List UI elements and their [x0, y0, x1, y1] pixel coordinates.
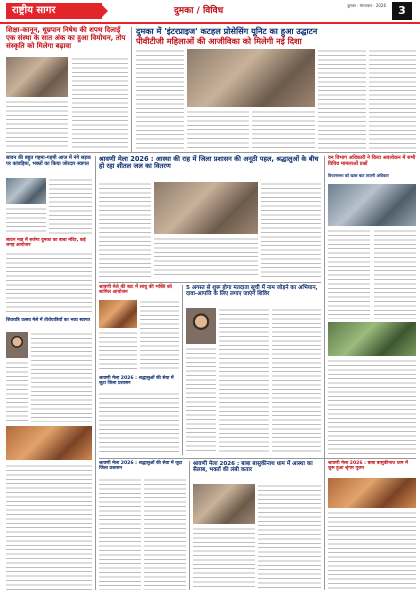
lead-body-3 — [252, 110, 315, 150]
bottom-rule — [99, 458, 416, 459]
left-fourth-body-2 — [6, 361, 28, 422]
mela-body-3 — [261, 182, 321, 278]
page-number: 3 — [392, 2, 412, 20]
brand-label: राष्ट्रीय सागर — [6, 3, 102, 19]
top-left-body — [6, 100, 68, 150]
right-mid-body — [328, 359, 416, 454]
lead-headline: दुमका में 'इंटरप्राइज' कटहल प्रोसेसिंग यूनिट का हुआ उद्घाटन — [136, 26, 318, 36]
bottom-mid-body-1 — [258, 484, 321, 590]
middle-rule — [99, 282, 321, 283]
left-fourth-portrait — [6, 332, 28, 358]
election-body-2 — [272, 308, 321, 454]
left-second-headline: सावन की बहुत गहमा-गहमी आज में नंगे सड़क पर कांवड़िया, भक्तों का किया जोरदार स्वागत — [6, 155, 91, 167]
brand-arrow — [100, 3, 108, 19]
left-bottom-photo — [6, 426, 92, 460]
middle-third-headline: श्रावणी मेला 2026 : श्रद्धालुओं की सेवा में जुटा जिला प्रशासन — [99, 376, 174, 387]
left-fourth-headline: शिवरात्रि उत्सव मेले में तीर्थयात्रियों का भव्य स्वागत — [6, 318, 91, 323]
column-rule-4 — [182, 285, 183, 455]
lead-body-4 — [318, 49, 366, 150]
bottom-left-headline: श्रावणी मेला 2026 : श्रद्धालुओं की सेवा में जुटा जिला प्रशासन — [99, 461, 183, 472]
middle-third-body — [99, 392, 179, 454]
bottom-right-headline: श्रावणी मेला 2026 : बाबा बासुकीनाथ धाम में शुरू हुआ श्रृंगार पूजन — [328, 461, 408, 472]
bottom-right-body — [328, 511, 416, 590]
left-bottom-body — [6, 464, 92, 590]
middle-second-photo — [99, 300, 137, 328]
left-second-body-2 — [6, 207, 46, 234]
masthead-rule — [0, 22, 420, 24]
section-rule — [6, 152, 416, 153]
top-left-photo — [6, 57, 68, 97]
column-rule-2 — [95, 156, 96, 590]
middle-second-body — [140, 300, 179, 372]
mela-photo — [154, 182, 258, 234]
election-portrait — [186, 308, 216, 344]
election-body-3 — [186, 347, 216, 454]
column-rule-3 — [324, 156, 325, 590]
bottom-mid-body-2 — [193, 527, 255, 590]
right-top-photo — [328, 184, 416, 226]
lead-body-5 — [369, 49, 416, 150]
bottom-mid-headline: श्रावणी मेला 2026 : बाबा बासुकीनाथ धाम में आस्था का सैलाब, भक्तों की लंबी कतार — [193, 461, 313, 474]
left-third-body — [6, 252, 92, 314]
bottom-left-body-1 — [99, 478, 141, 590]
middle-second-headline: श्रावणी मेले की बाट में साधु की भक्ति को शामिल आयोजन — [99, 285, 172, 296]
right-mid-photo — [328, 322, 416, 356]
dateline: दुमका · मंगलवार · 2026 — [347, 3, 386, 8]
mela-headline: श्रावणी मेला 2026 : आस्था की राह में जिला प्रशासन की अनूठी पहल, श्रद्धालुओं के बीच हो रहा शीतल जल का वितरण — [99, 155, 319, 171]
bottom-left-body-2 — [144, 478, 186, 590]
election-headline: 5 अगस्त से शुरू होगा मतदाता सूची में नाम जोड़ने का अभियान, दावा-आपत्ति के लिए लगाए जाएंगे शिविर — [186, 285, 318, 298]
left-second-photo — [6, 178, 46, 204]
lead-headline-2: पीवीटीजी महिलाओं की आजीविका को मिलेगी नई दिशा — [136, 36, 302, 46]
left-second-body — [49, 178, 92, 234]
lead-body-2 — [187, 110, 249, 150]
bottom-mid-photo — [193, 484, 255, 524]
top-left-body-2 — [72, 57, 128, 150]
lead-body-1 — [136, 49, 184, 150]
mela-body-1 — [99, 182, 151, 278]
right-top-body-1 — [328, 229, 370, 319]
right-top-subhead: विधानसभा को खास बात लाएगी अधिकार — [328, 173, 389, 178]
column-rule — [131, 27, 132, 152]
middle-second-body-2 — [99, 331, 137, 372]
left-fourth-body — [31, 332, 92, 422]
left-third-headline: सावन माह में सजेगा दुमका का बाबा मंदिर, कई जगह आयोजन — [6, 238, 86, 249]
right-top-body-2 — [374, 229, 416, 319]
section-title: दुमका / विविध — [174, 6, 224, 16]
masthead — [0, 0, 420, 22]
column-rule-5 — [189, 461, 190, 590]
lead-photo — [187, 49, 315, 107]
bottom-right-photo — [328, 478, 416, 508]
mela-body-2 — [154, 237, 258, 278]
top-left-headline: शिक्षा-कानून, धूम्रपान निषेध की शपथ दिलाई एक संस्था के सात अंक का हुआ विमोचन, तोप संस्कृति को मिलेगा बढ़ावा — [6, 26, 126, 50]
election-body-1 — [219, 308, 269, 454]
right-top-headline: वन विभाग अधिकारी ने किया अवलोकन में सभी विविध मामलाओं प्रश्नों — [328, 155, 416, 167]
